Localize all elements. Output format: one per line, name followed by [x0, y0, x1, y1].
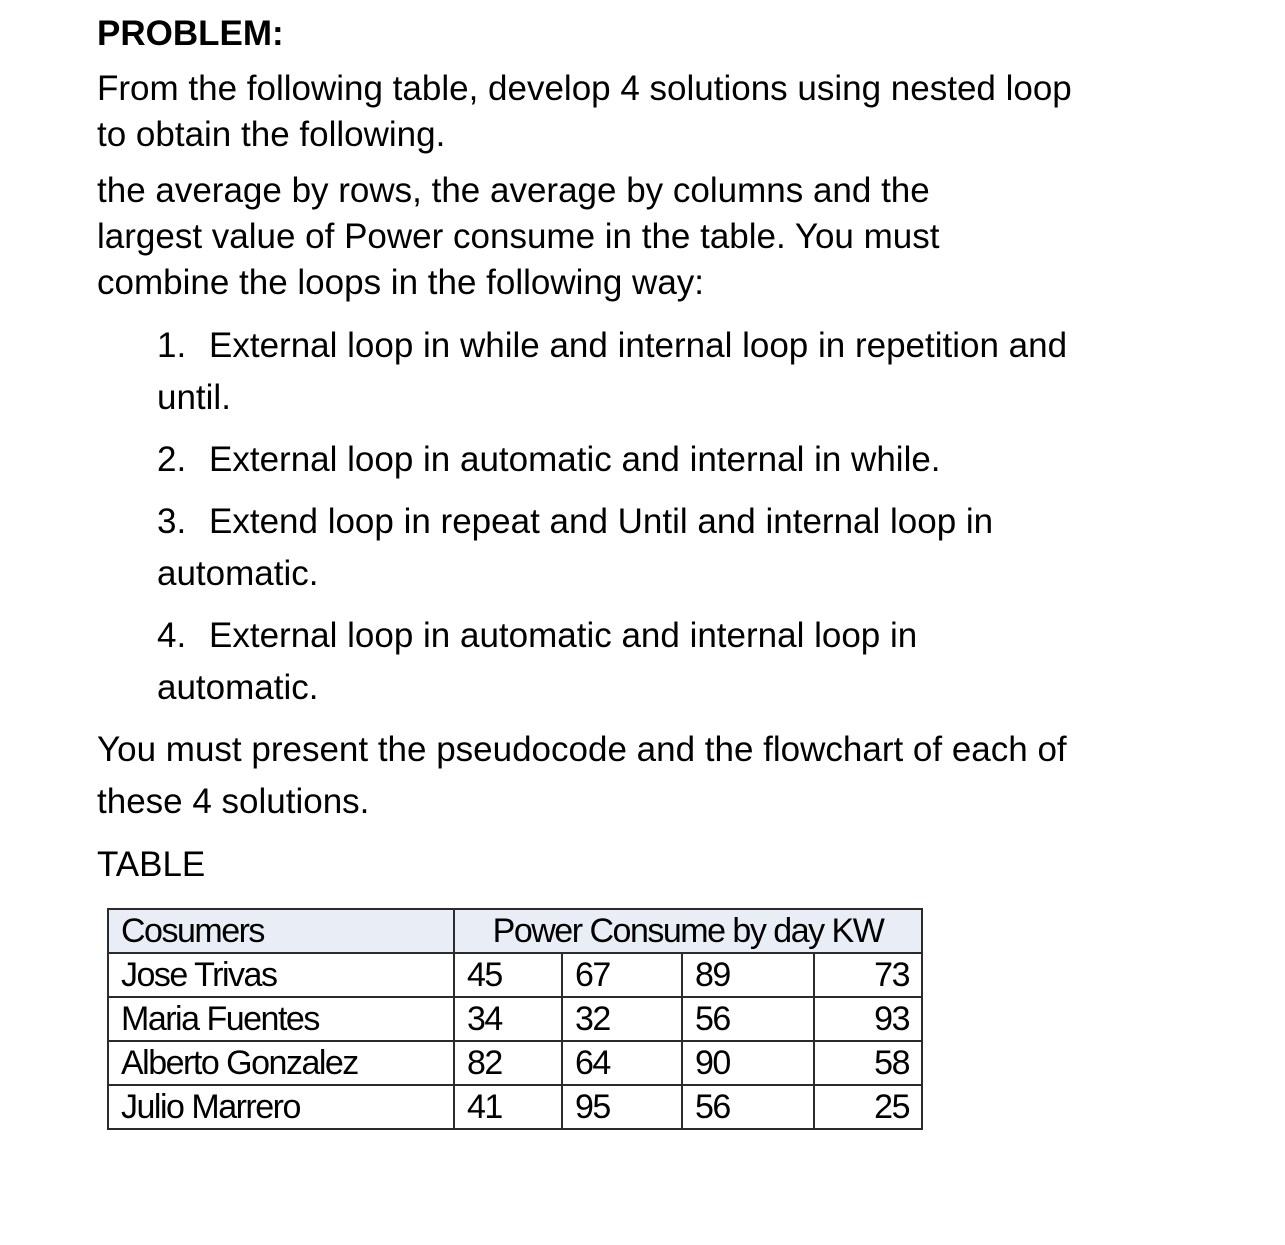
power-consumption-table — [107, 908, 923, 1130]
table-cell: 34 — [454, 997, 562, 1041]
list-item-text: External loop in automatic and internal loop in automatic. — [157, 616, 918, 707]
table-cell: 95 — [562, 1085, 682, 1129]
table-row — [108, 1041, 922, 1085]
problem-paragraph-2: the average by rows, the average by columns and the largest value of Power consume in the table. You must combine the loops in the following way: — [97, 171, 940, 302]
table-cell: 73 — [814, 953, 922, 997]
solutions-list — [157, 320, 1077, 714]
consumer-name: Alberto Gonzalez — [108, 1041, 454, 1085]
problem-document — [97, 12, 1197, 923]
table-cell: 82 — [454, 1041, 562, 1085]
problem-title: PROBLEM: — [97, 14, 284, 53]
header-consumers: Cosumers — [108, 909, 454, 953]
consumer-name: Jose Trivas — [108, 953, 454, 997]
table-cell: 58 — [814, 1041, 922, 1085]
table-cell: 93 — [814, 997, 922, 1041]
table-cell: 64 — [562, 1041, 682, 1085]
list-item-text: External loop in automatic and internal in while. — [209, 440, 941, 479]
table-row — [108, 953, 922, 997]
list-item — [157, 434, 1077, 486]
header-power-consume: Power Consume by day KW — [454, 909, 922, 953]
table-row — [108, 997, 922, 1041]
problem-paragraph-1: From the following table, develop 4 solutions using nested loop to obtain the following. — [97, 69, 1072, 154]
table-cell: 25 — [814, 1085, 922, 1129]
list-item-number: 3. — [157, 502, 187, 541]
table-cell: 67 — [562, 953, 682, 997]
table-cell: 56 — [682, 1085, 814, 1129]
table-cell: 89 — [682, 953, 814, 997]
list-item-text: External loop in while and internal loop in repetition and until. — [157, 326, 1068, 417]
table-header-row — [108, 909, 922, 953]
list-item-number: 1. — [157, 326, 187, 365]
table-cell: 90 — [682, 1041, 814, 1085]
list-item-number: 4. — [157, 616, 187, 655]
table-cell: 45 — [454, 953, 562, 997]
consumer-name: Maria Fuentes — [108, 997, 454, 1041]
list-item-number: 2. — [157, 440, 187, 479]
table-cell: 32 — [562, 997, 682, 1041]
table-row — [108, 1085, 922, 1129]
consumer-name: Julio Marrero — [108, 1085, 454, 1129]
table-label: TABLE — [97, 845, 206, 884]
list-item — [157, 496, 1077, 600]
list-item — [157, 610, 1077, 714]
list-item-text: Extend loop in repeat and Until and internal loop in automatic. — [157, 502, 994, 593]
list-item — [157, 320, 1077, 424]
problem-paragraph-3: You must present the pseudocode and the flowchart of each of these 4 solutions. — [97, 730, 1067, 821]
table-cell: 56 — [682, 997, 814, 1041]
table-cell: 41 — [454, 1085, 562, 1129]
